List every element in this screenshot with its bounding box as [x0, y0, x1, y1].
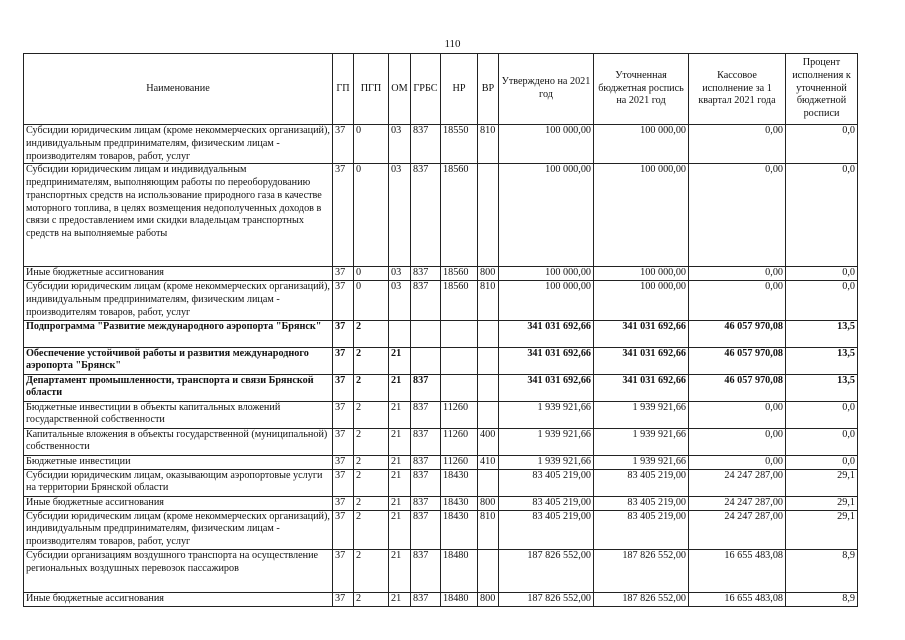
- cell-approved: 187 826 552,00: [499, 549, 594, 592]
- cell-om: 21: [389, 469, 411, 496]
- cell-approved: 83 405 219,00: [499, 469, 594, 496]
- cell-refined: 83 405 219,00: [594, 510, 689, 549]
- cell-percent: 29,1: [786, 510, 858, 549]
- cell-ppgp: 2: [354, 428, 389, 455]
- cell-cash: 24 247 287,00: [689, 510, 786, 549]
- table-row: [24, 401, 858, 428]
- cell-ppgp: 2: [354, 510, 389, 549]
- cell-np: 18480: [441, 592, 478, 606]
- cell-cash: 0,00: [689, 164, 786, 267]
- cell-np: 11260: [441, 455, 478, 469]
- cell-ppgp: 0: [354, 281, 389, 320]
- cell-cash: 0,00: [689, 455, 786, 469]
- cell-grbs: 837: [411, 125, 441, 164]
- cell-ppgp: 2: [354, 347, 389, 374]
- cell-name: Подпрограмма "Развитие международного аэропорта "Брянск": [24, 320, 333, 347]
- cell-ppgp: 2: [354, 592, 389, 606]
- cell-om: 21: [389, 549, 411, 592]
- cell-grbs: 837: [411, 469, 441, 496]
- cell-np: 18560: [441, 281, 478, 320]
- cell-vr: 810: [478, 510, 499, 549]
- table-header-row: [24, 54, 858, 125]
- cell-refined: 341 031 692,66: [594, 320, 689, 347]
- cell-name: Субсидии юридическим лицам, оказывающим аэропортовые услуги на территории Брянской области: [24, 469, 333, 496]
- table-row: [24, 347, 858, 374]
- header-name: Наименование: [24, 54, 333, 125]
- table-row: [24, 125, 858, 164]
- cell-vr: 400: [478, 428, 499, 455]
- cell-percent: 29,1: [786, 469, 858, 496]
- cell-refined: 1 939 921,66: [594, 455, 689, 469]
- cell-np: 11260: [441, 401, 478, 428]
- cell-cash: 0,00: [689, 281, 786, 320]
- cell-approved: 1 939 921,66: [499, 428, 594, 455]
- cell-refined: 100 000,00: [594, 164, 689, 267]
- table-row: [24, 374, 858, 401]
- cell-om: 21: [389, 455, 411, 469]
- cell-ppgp: 2: [354, 549, 389, 592]
- cell-refined: 341 031 692,66: [594, 374, 689, 401]
- cell-gp: 37: [333, 374, 354, 401]
- cell-refined: 100 000,00: [594, 267, 689, 281]
- cell-name: Иные бюджетные ассигнования: [24, 592, 333, 606]
- cell-percent: 0,0: [786, 401, 858, 428]
- table-row: [24, 592, 858, 606]
- budget-table: [23, 53, 858, 607]
- cell-percent: 0,0: [786, 281, 858, 320]
- cell-gp: 37: [333, 267, 354, 281]
- cell-om: 21: [389, 401, 411, 428]
- cell-refined: 1 939 921,66: [594, 401, 689, 428]
- cell-ppgp: 0: [354, 125, 389, 164]
- cell-name: Иные бюджетные ассигнования: [24, 267, 333, 281]
- cell-approved: 83 405 219,00: [499, 510, 594, 549]
- cell-name: Субсидии юридическим лицам и индивидуальным предпринимателям, выполняющим работы по переоборудованию транспортных средств на использование природного газа в качестве моторного топлива, в целях возмещения недополученных доходов в связи с предоставлением ими скидки владельцам транспортных средств на выполняемые работы: [24, 164, 333, 267]
- cell-vr: 800: [478, 592, 499, 606]
- cell-np: [441, 374, 478, 401]
- cell-vr: [478, 320, 499, 347]
- cell-approved: 100 000,00: [499, 164, 594, 267]
- header-np: НР: [441, 54, 478, 125]
- cell-gp: 37: [333, 347, 354, 374]
- cell-gp: 37: [333, 496, 354, 510]
- cell-gp: 37: [333, 164, 354, 267]
- cell-vr: [478, 401, 499, 428]
- cell-gp: 37: [333, 469, 354, 496]
- cell-gp: 37: [333, 281, 354, 320]
- table-row: [24, 510, 858, 549]
- cell-cash: 24 247 287,00: [689, 496, 786, 510]
- header-gp: ГП: [333, 54, 354, 125]
- cell-om: 21: [389, 496, 411, 510]
- cell-ppgp: 2: [354, 401, 389, 428]
- cell-grbs: 837: [411, 374, 441, 401]
- cell-percent: 13,5: [786, 320, 858, 347]
- cell-vr: [478, 549, 499, 592]
- cell-grbs: 837: [411, 592, 441, 606]
- cell-percent: 13,5: [786, 347, 858, 374]
- cell-gp: 37: [333, 510, 354, 549]
- cell-approved: 187 826 552,00: [499, 592, 594, 606]
- cell-vr: 800: [478, 267, 499, 281]
- cell-ppgp: 2: [354, 455, 389, 469]
- cell-name: Субсидии юридическим лицам (кроме некоммерческих организаций), индивидуальным предпринимателям, физическим лицам - производителям товаров, работ, услуг: [24, 281, 333, 320]
- cell-name: Субсидии организациям воздушного транспорта на осуществление региональных воздушных перевозок пассажиров: [24, 549, 333, 592]
- cell-cash: 0,00: [689, 125, 786, 164]
- cell-np: 18480: [441, 549, 478, 592]
- cell-cash: 0,00: [689, 267, 786, 281]
- cell-name: Департамент промышленности, транспорта и связи Брянской области: [24, 374, 333, 401]
- cell-om: [389, 320, 411, 347]
- cell-np: 18560: [441, 267, 478, 281]
- cell-gp: 37: [333, 455, 354, 469]
- cell-om: 21: [389, 592, 411, 606]
- table-body: [24, 125, 858, 607]
- cell-refined: 83 405 219,00: [594, 496, 689, 510]
- cell-grbs: 837: [411, 455, 441, 469]
- cell-np: 18560: [441, 164, 478, 267]
- cell-cash: 0,00: [689, 428, 786, 455]
- header-ppgp: ПГП: [354, 54, 389, 125]
- cell-gp: 37: [333, 428, 354, 455]
- table-row: [24, 281, 858, 320]
- cell-np: 18430: [441, 496, 478, 510]
- cell-om: 21: [389, 510, 411, 549]
- cell-approved: 100 000,00: [499, 267, 594, 281]
- cell-percent: 0,0: [786, 164, 858, 267]
- cell-refined: 187 826 552,00: [594, 549, 689, 592]
- cell-gp: 37: [333, 549, 354, 592]
- table-row: [24, 267, 858, 281]
- cell-cash: 24 247 287,00: [689, 469, 786, 496]
- cell-vr: 810: [478, 125, 499, 164]
- cell-om: 03: [389, 281, 411, 320]
- cell-percent: 0,0: [786, 455, 858, 469]
- cell-percent: 0,0: [786, 125, 858, 164]
- cell-np: 18430: [441, 469, 478, 496]
- page-number: 110: [444, 38, 461, 50]
- cell-grbs: 837: [411, 164, 441, 267]
- cell-refined: 187 826 552,00: [594, 592, 689, 606]
- cell-vr: 800: [478, 496, 499, 510]
- cell-grbs: 837: [411, 281, 441, 320]
- cell-vr: 810: [478, 281, 499, 320]
- cell-percent: 8,9: [786, 592, 858, 606]
- cell-np: 18550: [441, 125, 478, 164]
- cell-om: 03: [389, 267, 411, 281]
- cell-approved: 100 000,00: [499, 281, 594, 320]
- cell-om: 21: [389, 374, 411, 401]
- cell-om: 03: [389, 125, 411, 164]
- cell-grbs: 837: [411, 428, 441, 455]
- cell-cash: 46 057 970,08: [689, 320, 786, 347]
- cell-ppgp: 0: [354, 267, 389, 281]
- table-row: [24, 428, 858, 455]
- header-approved: Утверждено на 2021 год: [499, 54, 594, 125]
- cell-refined: 1 939 921,66: [594, 428, 689, 455]
- cell-name: Иные бюджетные ассигнования: [24, 496, 333, 510]
- cell-gp: 37: [333, 592, 354, 606]
- cell-grbs: 837: [411, 401, 441, 428]
- cell-grbs: 837: [411, 496, 441, 510]
- cell-cash: 16 655 483,08: [689, 549, 786, 592]
- header-om: ОМ: [389, 54, 411, 125]
- table-row: [24, 496, 858, 510]
- cell-approved: 341 031 692,66: [499, 347, 594, 374]
- cell-name: Обеспечение устойчивой работы и развития международного аэропорта "Брянск": [24, 347, 333, 374]
- cell-ppgp: 2: [354, 374, 389, 401]
- cell-ppgp: 0: [354, 164, 389, 267]
- cell-cash: 16 655 483,08: [689, 592, 786, 606]
- header-vr: ВР: [478, 54, 499, 125]
- cell-np: [441, 320, 478, 347]
- cell-percent: 0,0: [786, 267, 858, 281]
- cell-approved: 1 939 921,66: [499, 401, 594, 428]
- cell-refined: 100 000,00: [594, 125, 689, 164]
- cell-name: Субсидии юридическим лицам (кроме некоммерческих организаций), индивидуальным предпринимателям, физическим лицам - производителям товаров, работ, услуг: [24, 510, 333, 549]
- table-row: [24, 455, 858, 469]
- cell-vr: [478, 347, 499, 374]
- cell-np: [441, 347, 478, 374]
- cell-refined: 83 405 219,00: [594, 469, 689, 496]
- cell-percent: 8,9: [786, 549, 858, 592]
- header-grbs: ГРБС: [411, 54, 441, 125]
- table-row: [24, 549, 858, 592]
- cell-refined: 341 031 692,66: [594, 347, 689, 374]
- cell-om: 03: [389, 164, 411, 267]
- cell-name: Субсидии юридическим лицам (кроме некоммерческих организаций), индивидуальным предпринимателям, физическим лицам - производителям товаров, работ, услуг: [24, 125, 333, 164]
- cell-vr: [478, 374, 499, 401]
- cell-grbs: 837: [411, 510, 441, 549]
- cell-approved: 341 031 692,66: [499, 320, 594, 347]
- cell-cash: 46 057 970,08: [689, 347, 786, 374]
- header-refined: Уточненная бюджетная роспись на 2021 год: [594, 54, 689, 125]
- header-cash: Кассовое исполнение за 1 квартал 2021 года: [689, 54, 786, 125]
- cell-np: 11260: [441, 428, 478, 455]
- cell-grbs: 837: [411, 549, 441, 592]
- cell-name: Капитальные вложения в объекты государственной (муниципальной) собственности: [24, 428, 333, 455]
- cell-percent: 29,1: [786, 496, 858, 510]
- cell-gp: 37: [333, 401, 354, 428]
- cell-name: Бюджетные инвестиции: [24, 455, 333, 469]
- cell-percent: 0,0: [786, 428, 858, 455]
- cell-ppgp: 2: [354, 320, 389, 347]
- cell-om: 21: [389, 347, 411, 374]
- cell-name: Бюджетные инвестиции в объекты капитальных вложений государственной собственности: [24, 401, 333, 428]
- cell-np: 18430: [441, 510, 478, 549]
- cell-cash: 0,00: [689, 401, 786, 428]
- cell-gp: 37: [333, 125, 354, 164]
- cell-approved: 83 405 219,00: [499, 496, 594, 510]
- cell-approved: 100 000,00: [499, 125, 594, 164]
- cell-percent: 13,5: [786, 374, 858, 401]
- cell-om: 21: [389, 428, 411, 455]
- cell-vr: 410: [478, 455, 499, 469]
- header-percent: Процент исполнения к уточненной бюджетной росписи: [786, 54, 858, 125]
- cell-approved: 1 939 921,66: [499, 455, 594, 469]
- table-row: [24, 320, 858, 347]
- cell-grbs: 837: [411, 267, 441, 281]
- cell-ppgp: 2: [354, 496, 389, 510]
- cell-cash: 46 057 970,08: [689, 374, 786, 401]
- table-row: [24, 469, 858, 496]
- cell-ppgp: 2: [354, 469, 389, 496]
- cell-gp: 37: [333, 320, 354, 347]
- cell-grbs: [411, 347, 441, 374]
- cell-vr: [478, 469, 499, 496]
- cell-vr: [478, 164, 499, 267]
- cell-refined: 100 000,00: [594, 281, 689, 320]
- cell-approved: 341 031 692,66: [499, 374, 594, 401]
- table-row: [24, 164, 858, 267]
- cell-grbs: [411, 320, 441, 347]
